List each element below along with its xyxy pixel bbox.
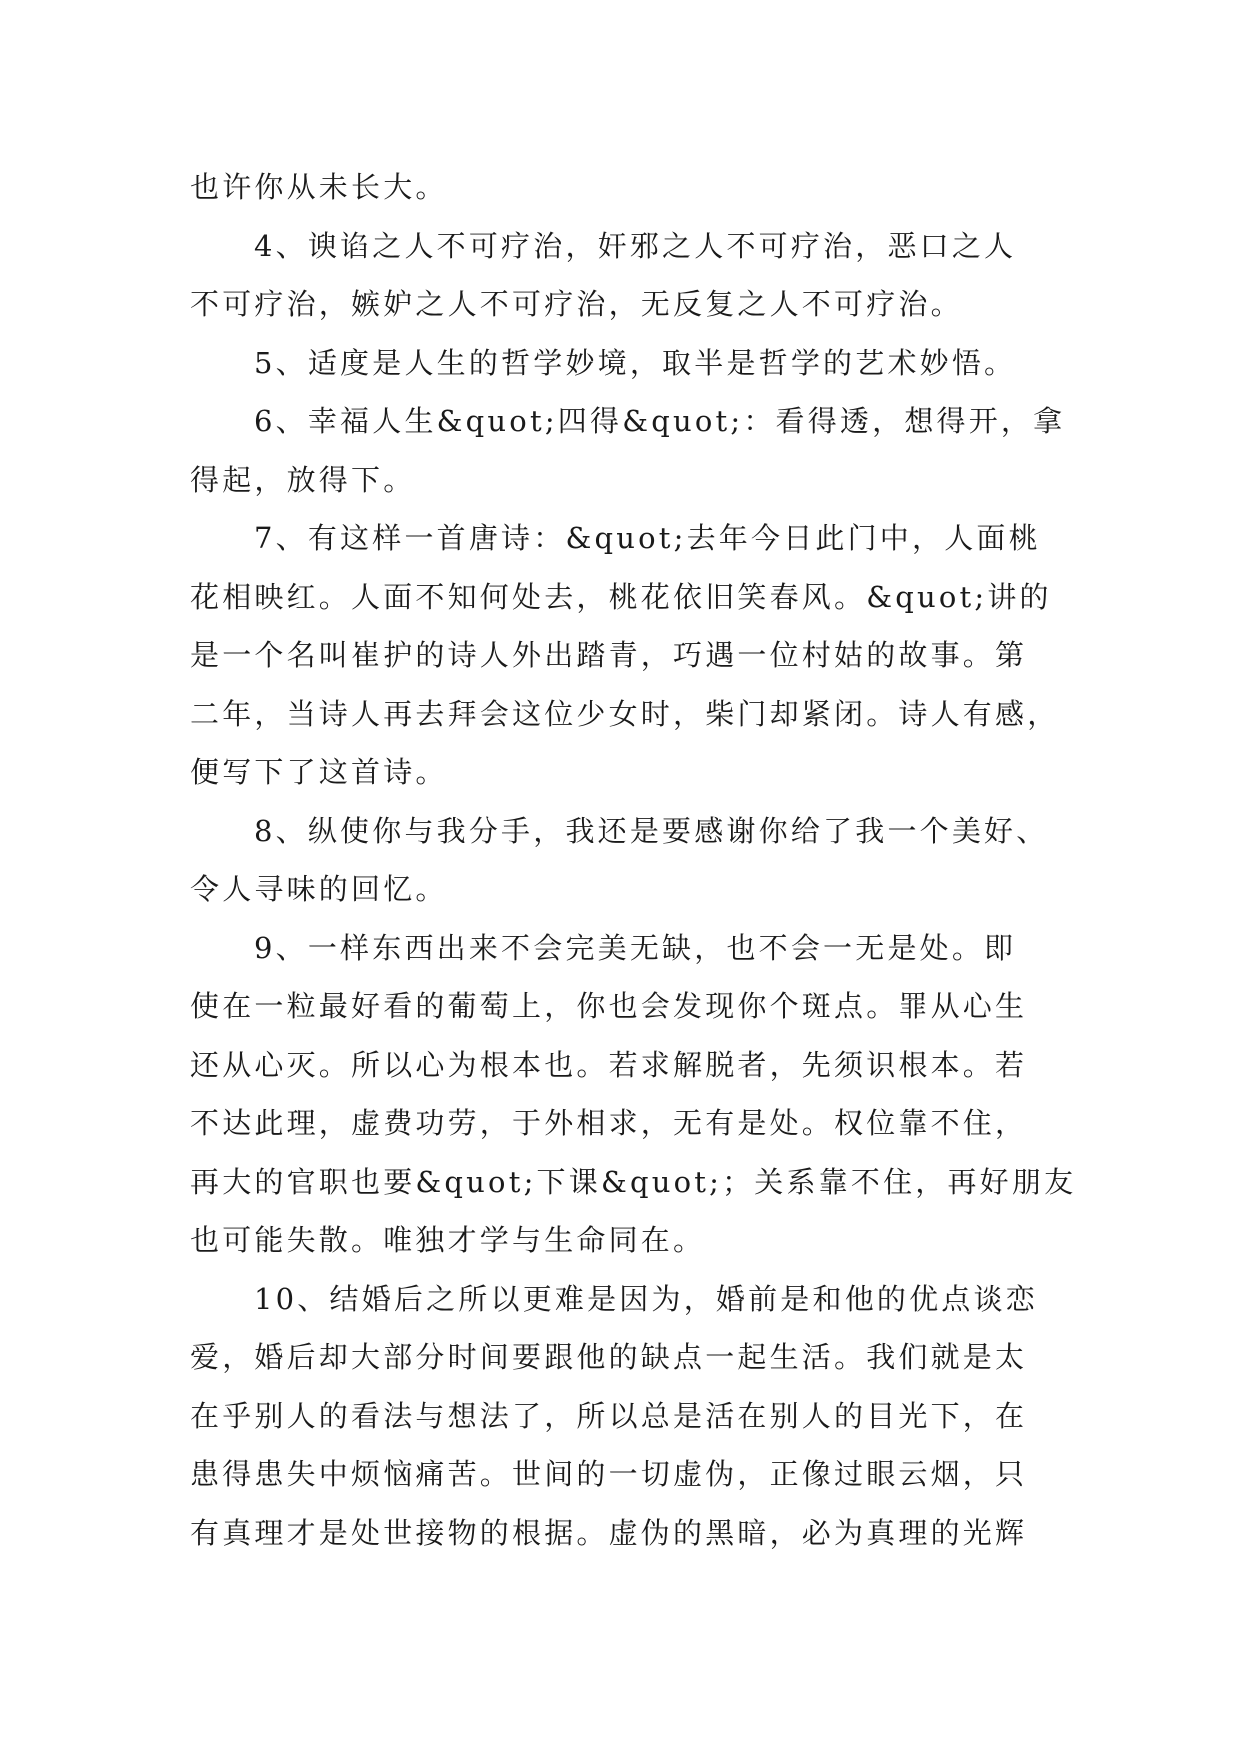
text-line: 不可疗治，嫉妒之人不可疗治，无反复之人不可疗治。 (190, 287, 963, 321)
text-line: 9、一样东西出来不会完美无缺，也不会一无是处。即 (254, 930, 1017, 965)
paragraph-item-9 (190, 919, 1077, 1270)
text-line: 7、有这样一首唐诗：&quot;去年今日此门中，人面桃 (254, 521, 1041, 555)
text-line: 也许你从未长大。 (190, 170, 448, 204)
paragraph-item-7 (190, 509, 1060, 802)
text-line: 也可能失散。唯独才学与生命同在。 (190, 1223, 706, 1257)
text-line: 二年，当诗人再去拜会这位少女时，柴门却紧闭。诗人有感， (190, 696, 1060, 731)
text-line: 令人寻味的回忆。 (190, 872, 448, 906)
text-line: 4、谀谄之人不可疗治，奸邪之人不可疗治，恶口之人 (254, 228, 1017, 263)
text-line: 6、幸福人生&quot;四得&quot;：看得透，想得开，拿 (254, 404, 1066, 438)
text-line: 爱，婚后却大部分时间要跟他的缺点一起生活。我们就是太 (190, 1340, 1028, 1374)
paragraph-item-5 (190, 334, 1050, 393)
text-line: 得起，放得下。 (190, 462, 416, 497)
text-line: 10、结婚后之所以更难是因为，婚前是和他的优点谈恋 (254, 1281, 1038, 1316)
paragraph-item-8 (190, 802, 1050, 919)
text-line: 花相映红。人面不知何处去，桃花依旧笑春风。&quot;讲的 (190, 579, 1052, 614)
text-line: 5、适度是人生的哲学妙境，取半是哲学的艺术妙悟。 (254, 345, 1017, 380)
text-line: 有真理才是处世接物的根据。虚伪的黑暗，必为真理的光辉 (190, 1515, 1028, 1550)
text-line: 再大的官职也要&quot;下课&quot;；关系靠不住，再好朋友 (190, 1164, 1077, 1199)
paragraph-item-10 (190, 1270, 1050, 1563)
text-line: 在乎别人的看法与想法了，所以总是活在别人的目光下，在 (190, 1398, 1028, 1433)
paragraph-item-6 (190, 392, 1066, 509)
document-body (190, 158, 1077, 1562)
paragraph-item-4 (190, 217, 1050, 334)
paragraph-continuation (190, 158, 1050, 217)
text-line: 患得患失中烦恼痛苦。世间的一切虚伪，正像过眼云烟，只 (190, 1457, 1028, 1491)
text-line: 使在一粒最好看的葡萄上，你也会发现你个斑点。罪从心生 (190, 989, 1028, 1023)
text-line: 还从心灭。所以心为根本也。若求解脱者，先须识根本。若 (190, 1047, 1028, 1082)
text-line: 不达此理，虚费功劳，于外相求，无有是处。权位靠不住， (190, 1106, 1028, 1140)
text-line: 便写下了这首诗。 (190, 755, 448, 789)
text-line: 是一个名叫崔护的诗人外出踏青，巧遇一位村姑的故事。第 (190, 638, 1028, 672)
text-line: 8、纵使你与我分手，我还是要感谢你给了我一个美好、 (254, 813, 1049, 848)
